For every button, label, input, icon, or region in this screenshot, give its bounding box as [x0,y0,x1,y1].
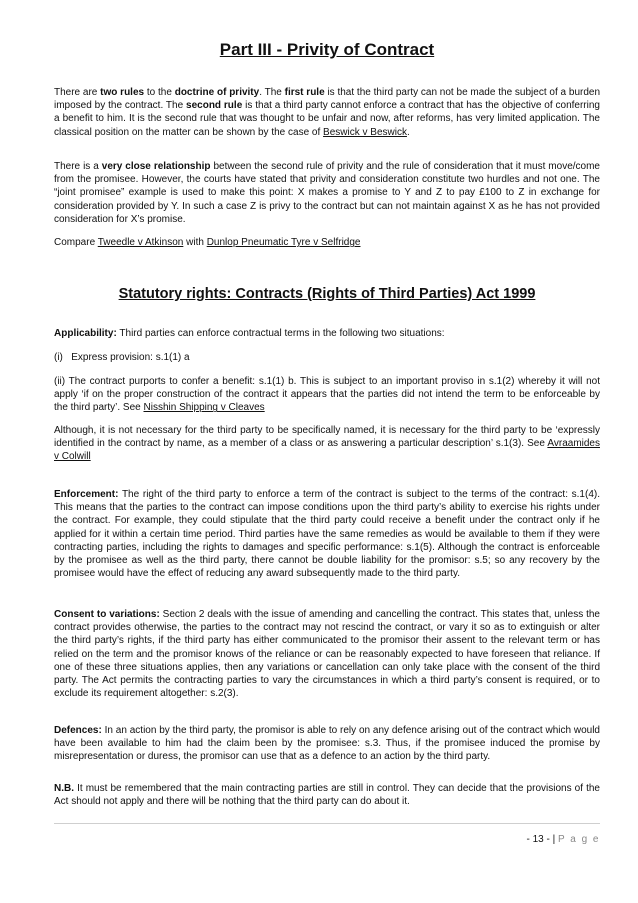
paragraph-express-provision: (i) Express provision: s.1(1) a [54,352,190,363]
text: to the [144,87,175,98]
case-link-dunlop[interactable]: Dunlop Pneumatic Tyre v Selfridge [206,237,361,248]
page-footer [526,834,600,845]
case-link-tweedle[interactable]: Tweedle v Atkinson [97,237,184,248]
text: In an action by the third party, the promisor is able to rely on any defence arising out of the contract which would have been available to him had the claim been by the promisee: s.3. Thus, if the promisee induced the promise by misrepresentation or duress, the promisor can use that as a defence to an action by the third party. [54,725,600,763]
bold-text: two rules [100,87,145,98]
case-link-nisshin[interactable]: Nisshin Shipping v Cleaves [143,402,265,414]
text: Section 2 deals with the issue of amending and cancelling the contract. This states that, unless the contract provides otherwise, the parties to the contract may not rescind the contract, or vary it so as to extinguish or alter the third party’s rights, if the third party has either communicated to the promisor their assent to the relevant term or has relied on the term and the promisor knows of the reliance or can be reasonably expected to have foreseen that reliance. If one of these three situations applies, then any variations or cancellation can only take place with the consent of the third party. The Act permits the contracting parties to vary the circumstances in which a third party’s consent is required, or to exclude its requirement altogether: s.2(3). [54,609,600,700]
text: is that the third party can not be made the subject of a burden imposed by the contract. The [54,87,601,112]
footer-divider [54,823,600,824]
paragraph-applicability [54,327,600,340]
bold-text: Applicability: [54,328,117,339]
bold-text: doctrine of privity [174,87,260,98]
text: Compare [54,237,98,248]
text: with [183,237,207,248]
page-title: Part III - Privity of Contract [219,40,435,59]
bold-text: very close relationship [101,161,211,172]
text: . [406,126,410,138]
bold-text: Defences: [54,725,102,736]
text: between the second rule of privity and the rule of consideration that it must move/come from the promisee. However, the courts have stated that privity and consideration constitute two hurdles and not one. The “joint promisee” example is used to make this point: X makes a promise to Y and Z to pay £100 to Z in exchange for consideration provided by Y. In such a case Z is privy to the contract but can not maintain against X as he has not provided consideration for X’s promise. [54,161,600,225]
bold-text: Consent to variations: [54,609,160,620]
text: Although, it is not necessary for the third party to be specifically named, it is necessary for the third party to be ‘expressly identified in the contract by name, as a member of a class or as answering a particular description’ s.1(3). See [54,425,600,450]
text: is that a third party cannot enforce a contract that has the objective of conferring a benefit to him. It is the second rule that was thought to be unfair and now, after reforms, has very limited application. The classical position on the matter can be shown by the case of [54,100,600,138]
bold-text: Enforcement: [54,489,119,500]
bold-text: N.B. [54,783,74,794]
page-label: P a g e [557,834,600,845]
text: It must be remembered that the main contracting parties are still in control. They can decide that the provisions of the Act should not apply and there will be nothing that the third party can do about it. [54,783,600,808]
text: There is a [54,161,102,172]
paragraph-consent [54,608,600,700]
section-heading: Statutory rights: Contracts (Rights of Third Parties) Act 1999 [118,286,536,302]
bold-text: second rule [186,100,243,112]
paragraph-defences [54,724,600,764]
text: . The [259,87,285,98]
page-number: - 13 - | [526,834,558,845]
paragraph-enforcement [54,488,600,580]
case-link-beswick[interactable]: Beswick v Beswick [323,126,407,138]
text: The right of the third party to enforce a term of the contract is subject to the terms of the contract: s.1(4). This means that the parties to the contract can impose conditions upon the third party’s ability to exercise his rights under the contract. For example, they could stipulate that the third party could receive a benefit under the contract only if he applied for it within a certain time period. Third parties have the same remedies as would be available to them if they were contracting parties, including the rights to damages and specific performance: s.1(5). Although the contract is enforceable by the promisee as well as the third party, there cannot be double liability for the promisor: s.5; so any recovery by the promisee would have the effect of reducing any award subsequently made to the third party. [54,489,600,580]
paragraph-identified [54,424,600,464]
paragraph-nb [54,782,600,808]
text: There are [54,87,101,98]
text: Third parties can enforce contractual terms in the following two situations: [116,328,445,339]
paragraph-relationship [54,160,600,226]
bold-text: first rule [284,87,325,98]
text: (ii) The contract purports to confer a benefit: s.1(1) b. This is subject to an important proviso in s.1(2) whereby it will not apply ‘if on the proper construction of the contract it appears that the parties did not intend the term to be enforceable by the third party’. See [54,376,600,414]
case-link-avraamides[interactable]: Avraamides v Colwill [54,438,600,463]
paragraph-purports-benefit [54,375,600,415]
paragraph-compare [54,236,600,249]
paragraph-two-rules [54,86,600,139]
